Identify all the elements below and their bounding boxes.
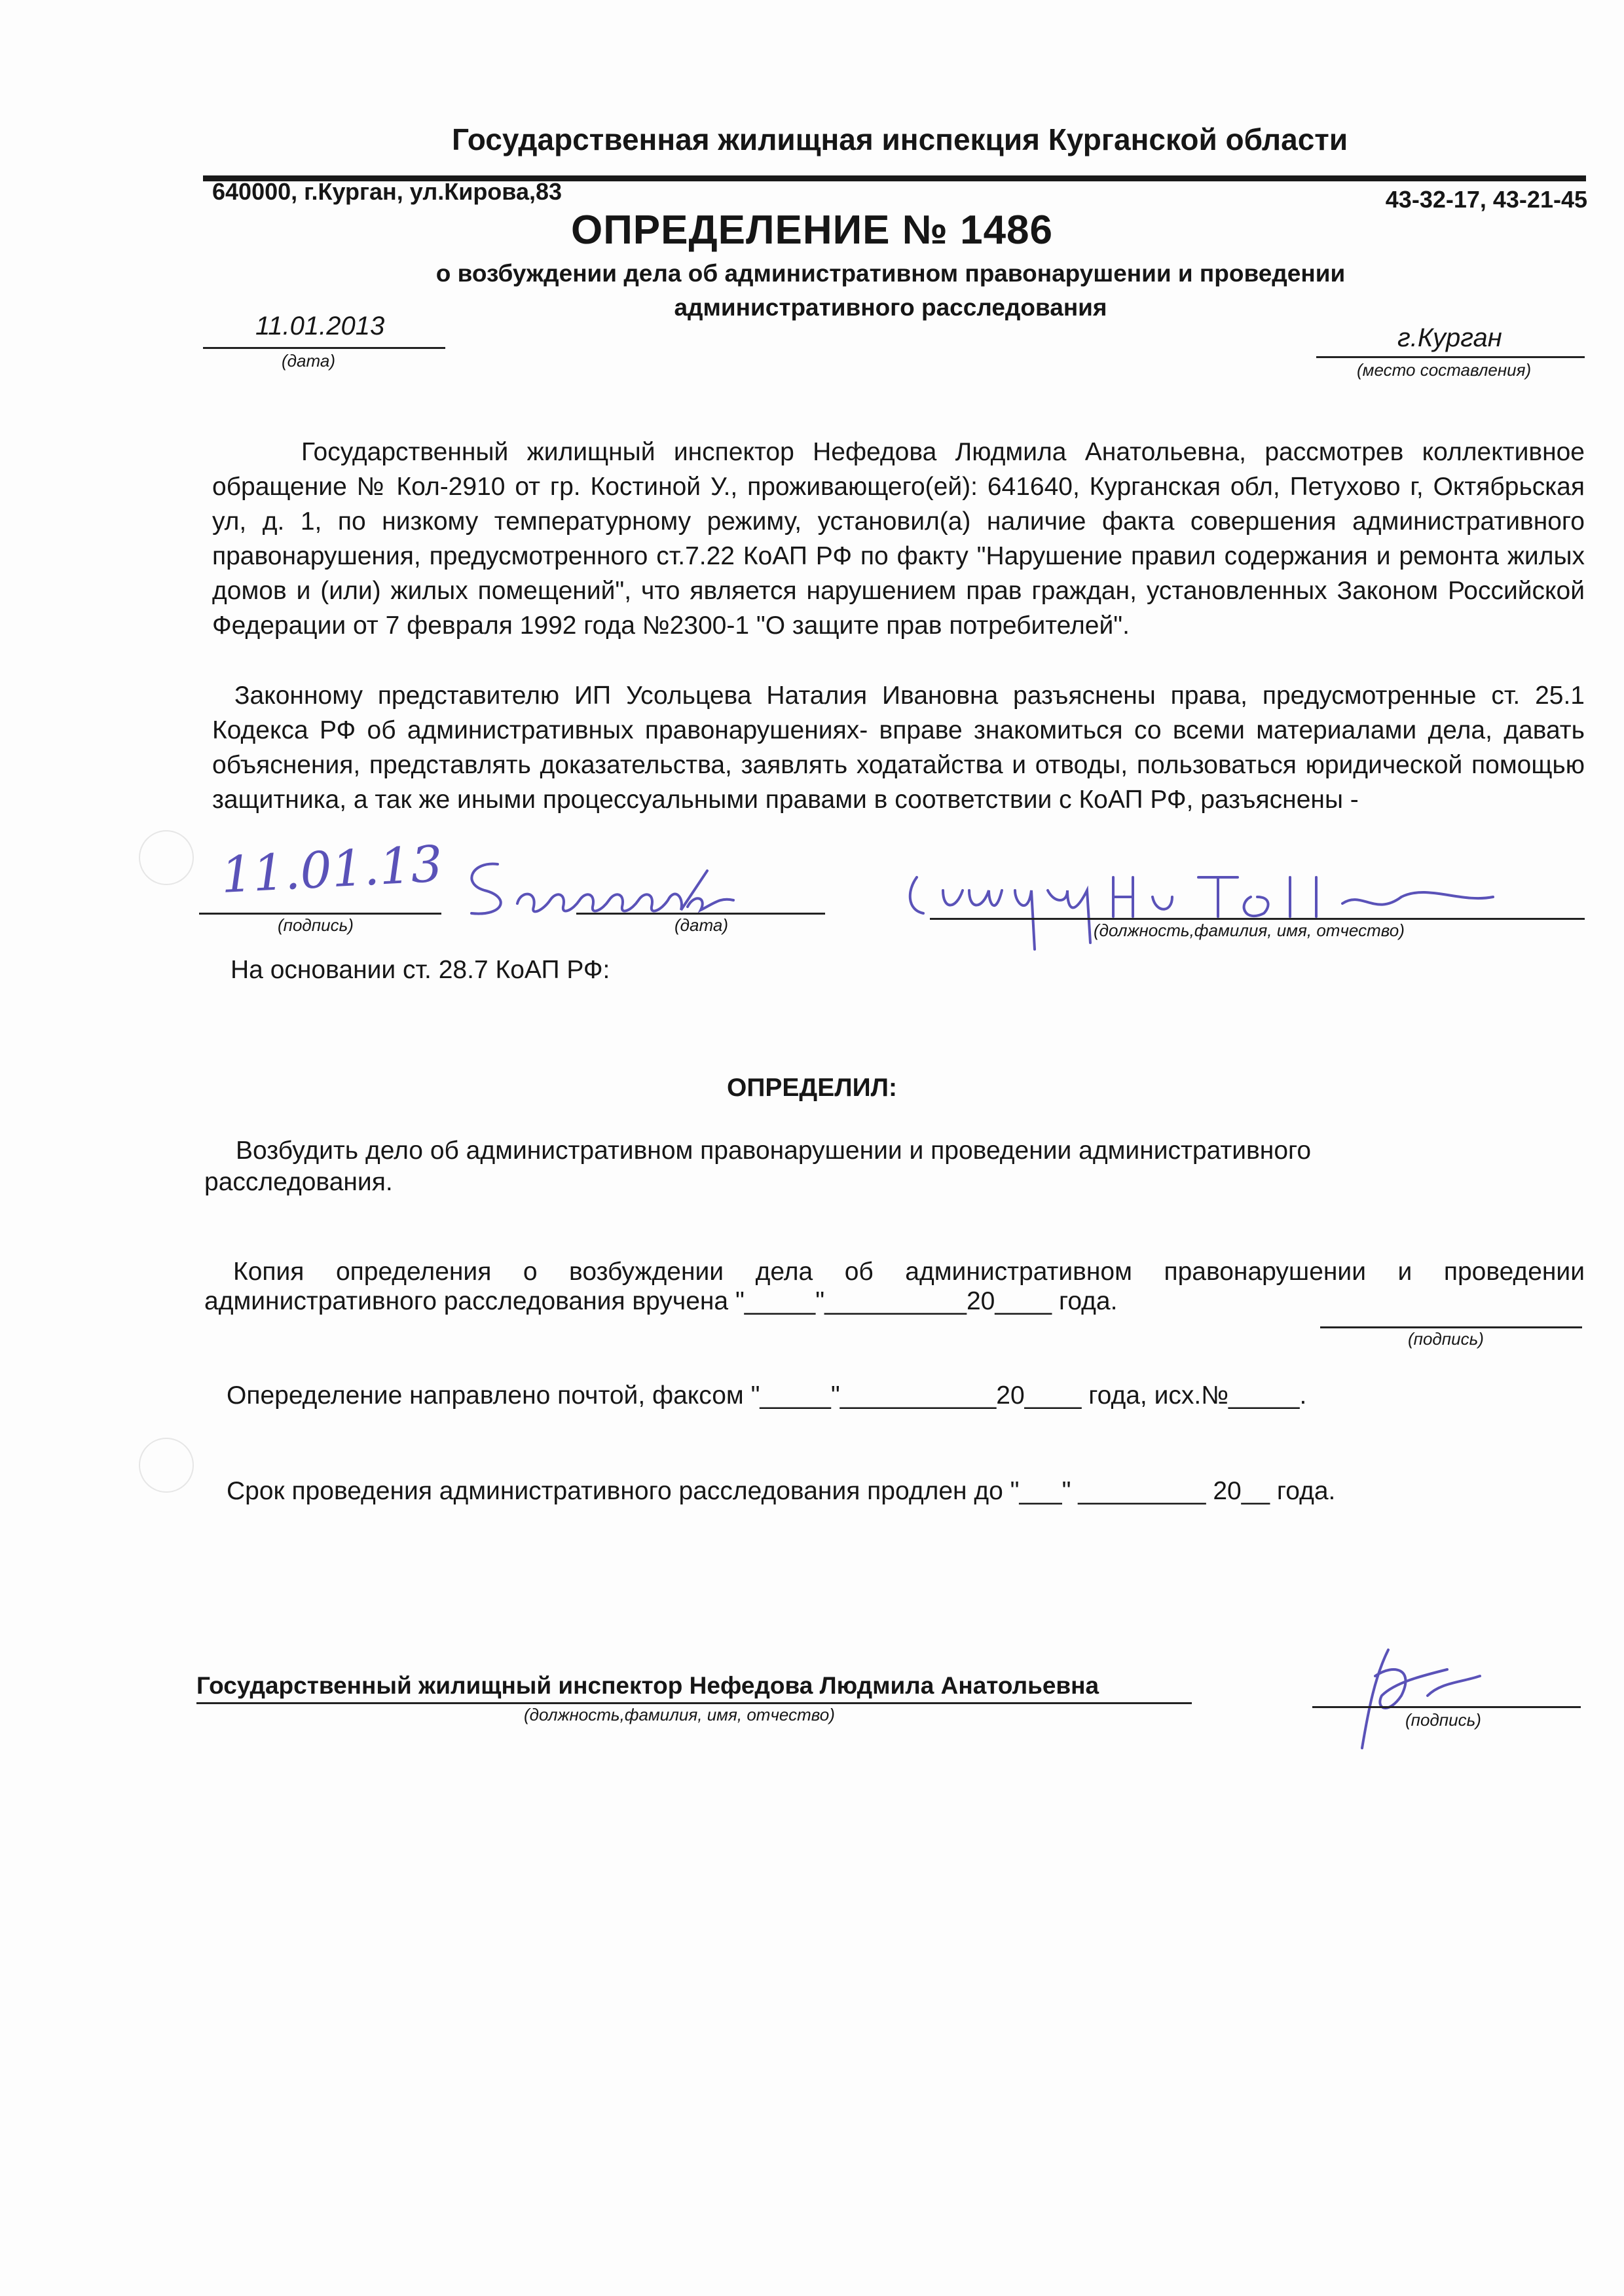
signature-caption: (подпись): [278, 915, 354, 935]
document-subtitle: [367, 257, 1414, 325]
position-caption: (должность,фамилия, имя, отчество): [1094, 920, 1405, 940]
inspector-signature-caption: (подпись): [1405, 1710, 1481, 1730]
decided-heading: ОПРЕДЕЛИЛ:: [727, 1074, 897, 1102]
inspector-signature: [1349, 1637, 1493, 1768]
signature-scribble-2: [904, 851, 1506, 969]
sent-by-line: Опеределение направлено почтой, факсом "_____"___________20____ года, исх.№_____.: [227, 1381, 1307, 1410]
date-caption: (дата): [282, 351, 335, 371]
decision-line-1: Возбудить дело об административном правонарушении и проведении административного: [236, 1137, 1312, 1165]
position-line: [930, 918, 1585, 920]
date-line: [203, 347, 445, 349]
paragraph-findings-text: Государственный жилищный инспектор Нефедова Людмила Анатольевна, рассмотрев коллективное обращение № Кол-2910 от гр. Костиной У., проживающего(ей): 641640, Курганская обл, Петухово г, Октябрьская ул, д. 1, по низкому температурному режиму, установил(а) наличие факта совершения административного правонарушения, предусмотренного ст.7.22 КоАП РФ по факту "Нарушение правил содержания и ремонта жилых домов и (или) жилых помещений", что является нарушением прав граждан, установленных Законом Российской Федерации от 7 февраля 1992 года №2300-1 "О защите прав потребителей".: [212, 438, 1585, 640]
paragraph-rights-text: Законному представителю ИП Усольцева Наталия Ивановна разъяснены права, предусмотренные ст. 25.1 Кодекса РФ об административных правонарушениях- вправе знакомиться со всеми материалами дела, давать объяснения, представлять доказательства, заявлять ходатайства и отводы, пользоваться юридической помощью защитника, а так же иными процессуальными правами в соответствии с КоАП РФ, разъяснены -: [212, 682, 1585, 814]
legal-basis: На основании ст. 28.7 КоАП РФ:: [231, 956, 610, 984]
signature-line: [199, 913, 441, 915]
handwritten-date: 11.01.13: [219, 834, 444, 904]
copy-signature-caption: (подпись): [1408, 1329, 1484, 1349]
copy-line-1-text: Копия определения о возбуждении дела об административном правонарушении и проведении: [233, 1258, 1585, 1286]
inspector-name: Государственный жилищный инспектор Нефедова Людмила Анатольевна: [196, 1672, 1099, 1699]
subtitle-line-2: административного расследования: [674, 294, 1107, 321]
document-place: г.Курган: [1397, 323, 1502, 352]
date-sign-line: [576, 913, 825, 915]
copy-signature-line: [1320, 1326, 1582, 1328]
copy-line-2: административного расследования вручена "_____"__________20____ года.: [204, 1287, 1118, 1315]
place-caption: (место составления): [1357, 360, 1532, 380]
organization-phones: 43-32-17, 43-21-45: [1385, 186, 1587, 213]
place-line: [1316, 356, 1585, 358]
date-sign-caption: (дата): [674, 915, 728, 935]
inspector-signature-line: [1312, 1706, 1581, 1708]
paragraph-rights: [212, 678, 1585, 817]
punch-hole-bottom: [139, 1438, 194, 1493]
inspector-caption: (должность,фамилия, имя, отчество): [524, 1705, 835, 1724]
extension-line: Срок проведения административного расследования продлен до "___" _________ 20__ года.: [227, 1477, 1336, 1505]
inspector-line: [196, 1702, 1192, 1704]
document-title: ОПРЕДЕЛЕНИЕ № 1486: [570, 208, 1054, 253]
punch-hole-top: [139, 830, 194, 885]
paragraph-findings: [212, 435, 1585, 643]
copy-line-1: [233, 1254, 1585, 1289]
organization-name: Государственная жилищная инспекция Курганской области: [452, 122, 1348, 156]
decision-line-2: расследования.: [204, 1168, 393, 1196]
signature-scribble-1: [458, 845, 799, 930]
document-date: 11.01.2013: [255, 312, 385, 340]
organization-address: 640000, г.Курган, ул.Кирова,83: [212, 178, 563, 205]
subtitle-line-1: о возбуждении дела об административном правонарушении и проведении: [435, 260, 1346, 287]
